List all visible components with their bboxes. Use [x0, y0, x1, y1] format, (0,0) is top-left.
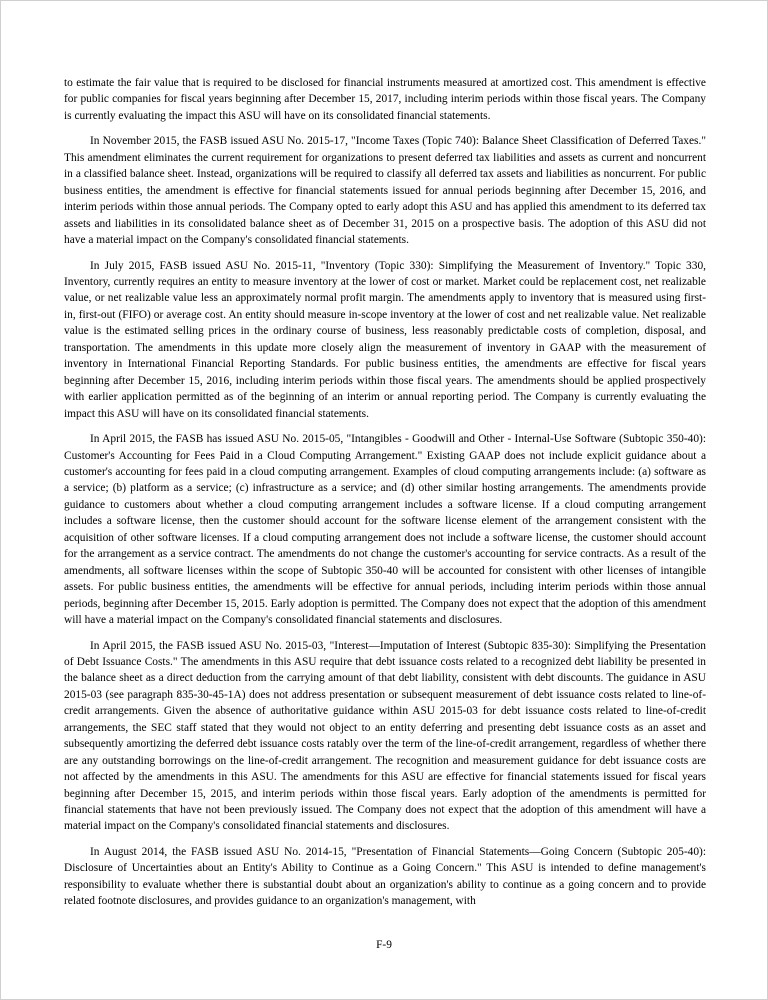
paragraph: In April 2015, the FASB issued ASU No. 2015-03, "Interest—Imputation of Interest (Subtopic 835-30): Simplifying the Presentation of Debt Issuance Costs." The amendments in this ASU require that debt issuance costs related to a recognized debt liability be presented in the balance sheet as a direct deduction from the carrying amount of that debt liability, consistent with debt discounts. The guidance in ASU 2015-03 (see paragraph 835-30-45-1A) does not address presentation or subsequent measurement of debt issuance costs related to line-of-credit arrangements. Given the absence of authoritative guidance within ASU 2015-03 for debt issuance costs related to line-of-credit arrangements, the SEC staff stated that they would not object to an entity deferring and presenting debt issuance costs as an asset and subsequently amortizing the deferred debt issuance costs ratably over the term of the line-of-credit arrangement, regardless of whether there are any outstanding borrowings on the line-of-credit arrangement. The recognition and measurement guidance for debt issuance costs are not affected by the amendments in this ASU. The amendments for this ASU are effective for financial statements issued for fiscal years beginning after December 15, 2015, and interim periods within those fiscal years. Early adoption of the amendments is permitted for financial statements that have not been previously issued. The Company does not expect that the adoption of this amendment will have a material impact on the Company's consolidated financial statements and disclosures. [64, 639, 706, 833]
paragraph: In November 2015, the FASB issued ASU No. 2015-17, "Income Taxes (Topic 740): Balance Sheet Classification of Deferred Taxes." This amendment eliminates the current requirement for organizations to present deferred tax liabilities and assets as current and noncurrent in a classified balance sheet. Instead, organizations will be required to classify all deferred tax assets and liabilities as noncurrent. For public business entities, the amendment is effective for financial statements issued for annual periods beginning after December 15, 2016, and interim periods within those annual periods. The Company opted to early adopt this ASU and has applied this amendment to its deferred tax assets and liabilities in its consolidated balance sheet as of December 31, 2015 on a prospective basis. The adoption of this ASU did not have a material impact on the Company's consolidated financial statements. [64, 135, 706, 247]
paragraph: In August 2014, the FASB issued ASU No. 2014-15, "Presentation of Financial Statements—Going Concern (Subtopic 205-40): Disclosure of Uncertainties about an Entity's Ability to Continue as a Going Concern." This ASU is intended to define management's responsibility to evaluate whether there is substantial doubt about an organization's ability to continue as a going concern and to provide related footnote disclosures, and provides guidance to an organization's management, with [64, 845, 706, 908]
paragraph: In April 2015, the FASB has issued ASU No. 2015-05, "Intangibles - Goodwill and Other - Internal-Use Software (Subtopic 350-40): Customer's Accounting for Fees Paid in a Cloud Computing Arrangement." Existing GAAP does not include explicit guidance about a customer's accounting for fees paid in a cloud computing arrangement. Examples of cloud computing arrangements include: (a) software as a service; (b) platform as a service; (c) infrastructure as a service; and (d) other similar hosting arrangements. The amendments provide guidance to customers about whether a cloud computing arrangement includes a software license. If a cloud computing arrangement includes a software license, then the customer should account for the software license element of the arrangement consistent with the acquisition of other software licenses. If a cloud computing arrangement does not include a software license, the customer should account for the arrangement as a service contract. The amendments do not change the customer's accounting for service contracts. As a result of the amendments, all software licenses within the scope of Subtopic 350-40 will be accounted for consistent with other licenses of intangible assets. For public business entities, the amendments will be effective for annual periods, including interim periods within those annual periods, beginning after December 15, 2015. Early adoption is permitted. The Company does not expect that the adoption of this amendment will have a material impact on the Company's consolidated financial statements and disclosures. [64, 433, 706, 627]
paragraph: In July 2015, FASB issued ASU No. 2015-11, "Inventory (Topic 330): Simplifying the Measurement of Inventory." Topic 330, Inventory, currently requires an entity to measure inventory at the lower of cost or market. Market could be replacement cost, net realizable value, or net realizable value less an approximately normal profit margin. The amendments apply to inventory that is measured using first-in, first-out (FIFO) or average cost. An entity should measure in-scope inventory at the lower of cost and net realizable value. Net realizable value is the estimated selling prices in the ordinary course of business, less reasonably predictable costs of completion, disposal, and transportation. The amendments in this update more closely align the measurement of inventory in GAAP with the measurement of inventory in International Financial Reporting Standards. For public business entities, the amendments are effective for fiscal years beginning after December 15, 2016, including interim periods within those fiscal years. The amendments should be applied prospectively with earlier application permitted as of the beginning of an interim or annual reporting period. The Company is currently evaluating the impact this ASU will have on its consolidated financial statements. [64, 259, 706, 420]
paragraph: to estimate the fair value that is required to be disclosed for financial instruments measured at amortized cost. This amendment is effective for public companies for fiscal years beginning after December 15, 2017, including interim periods within those fiscal years. The Company is currently evaluating the impact this ASU will have on its consolidated financial statements. [64, 77, 706, 122]
page-body [64, 75, 706, 910]
page-number: F-9 [376, 939, 392, 951]
